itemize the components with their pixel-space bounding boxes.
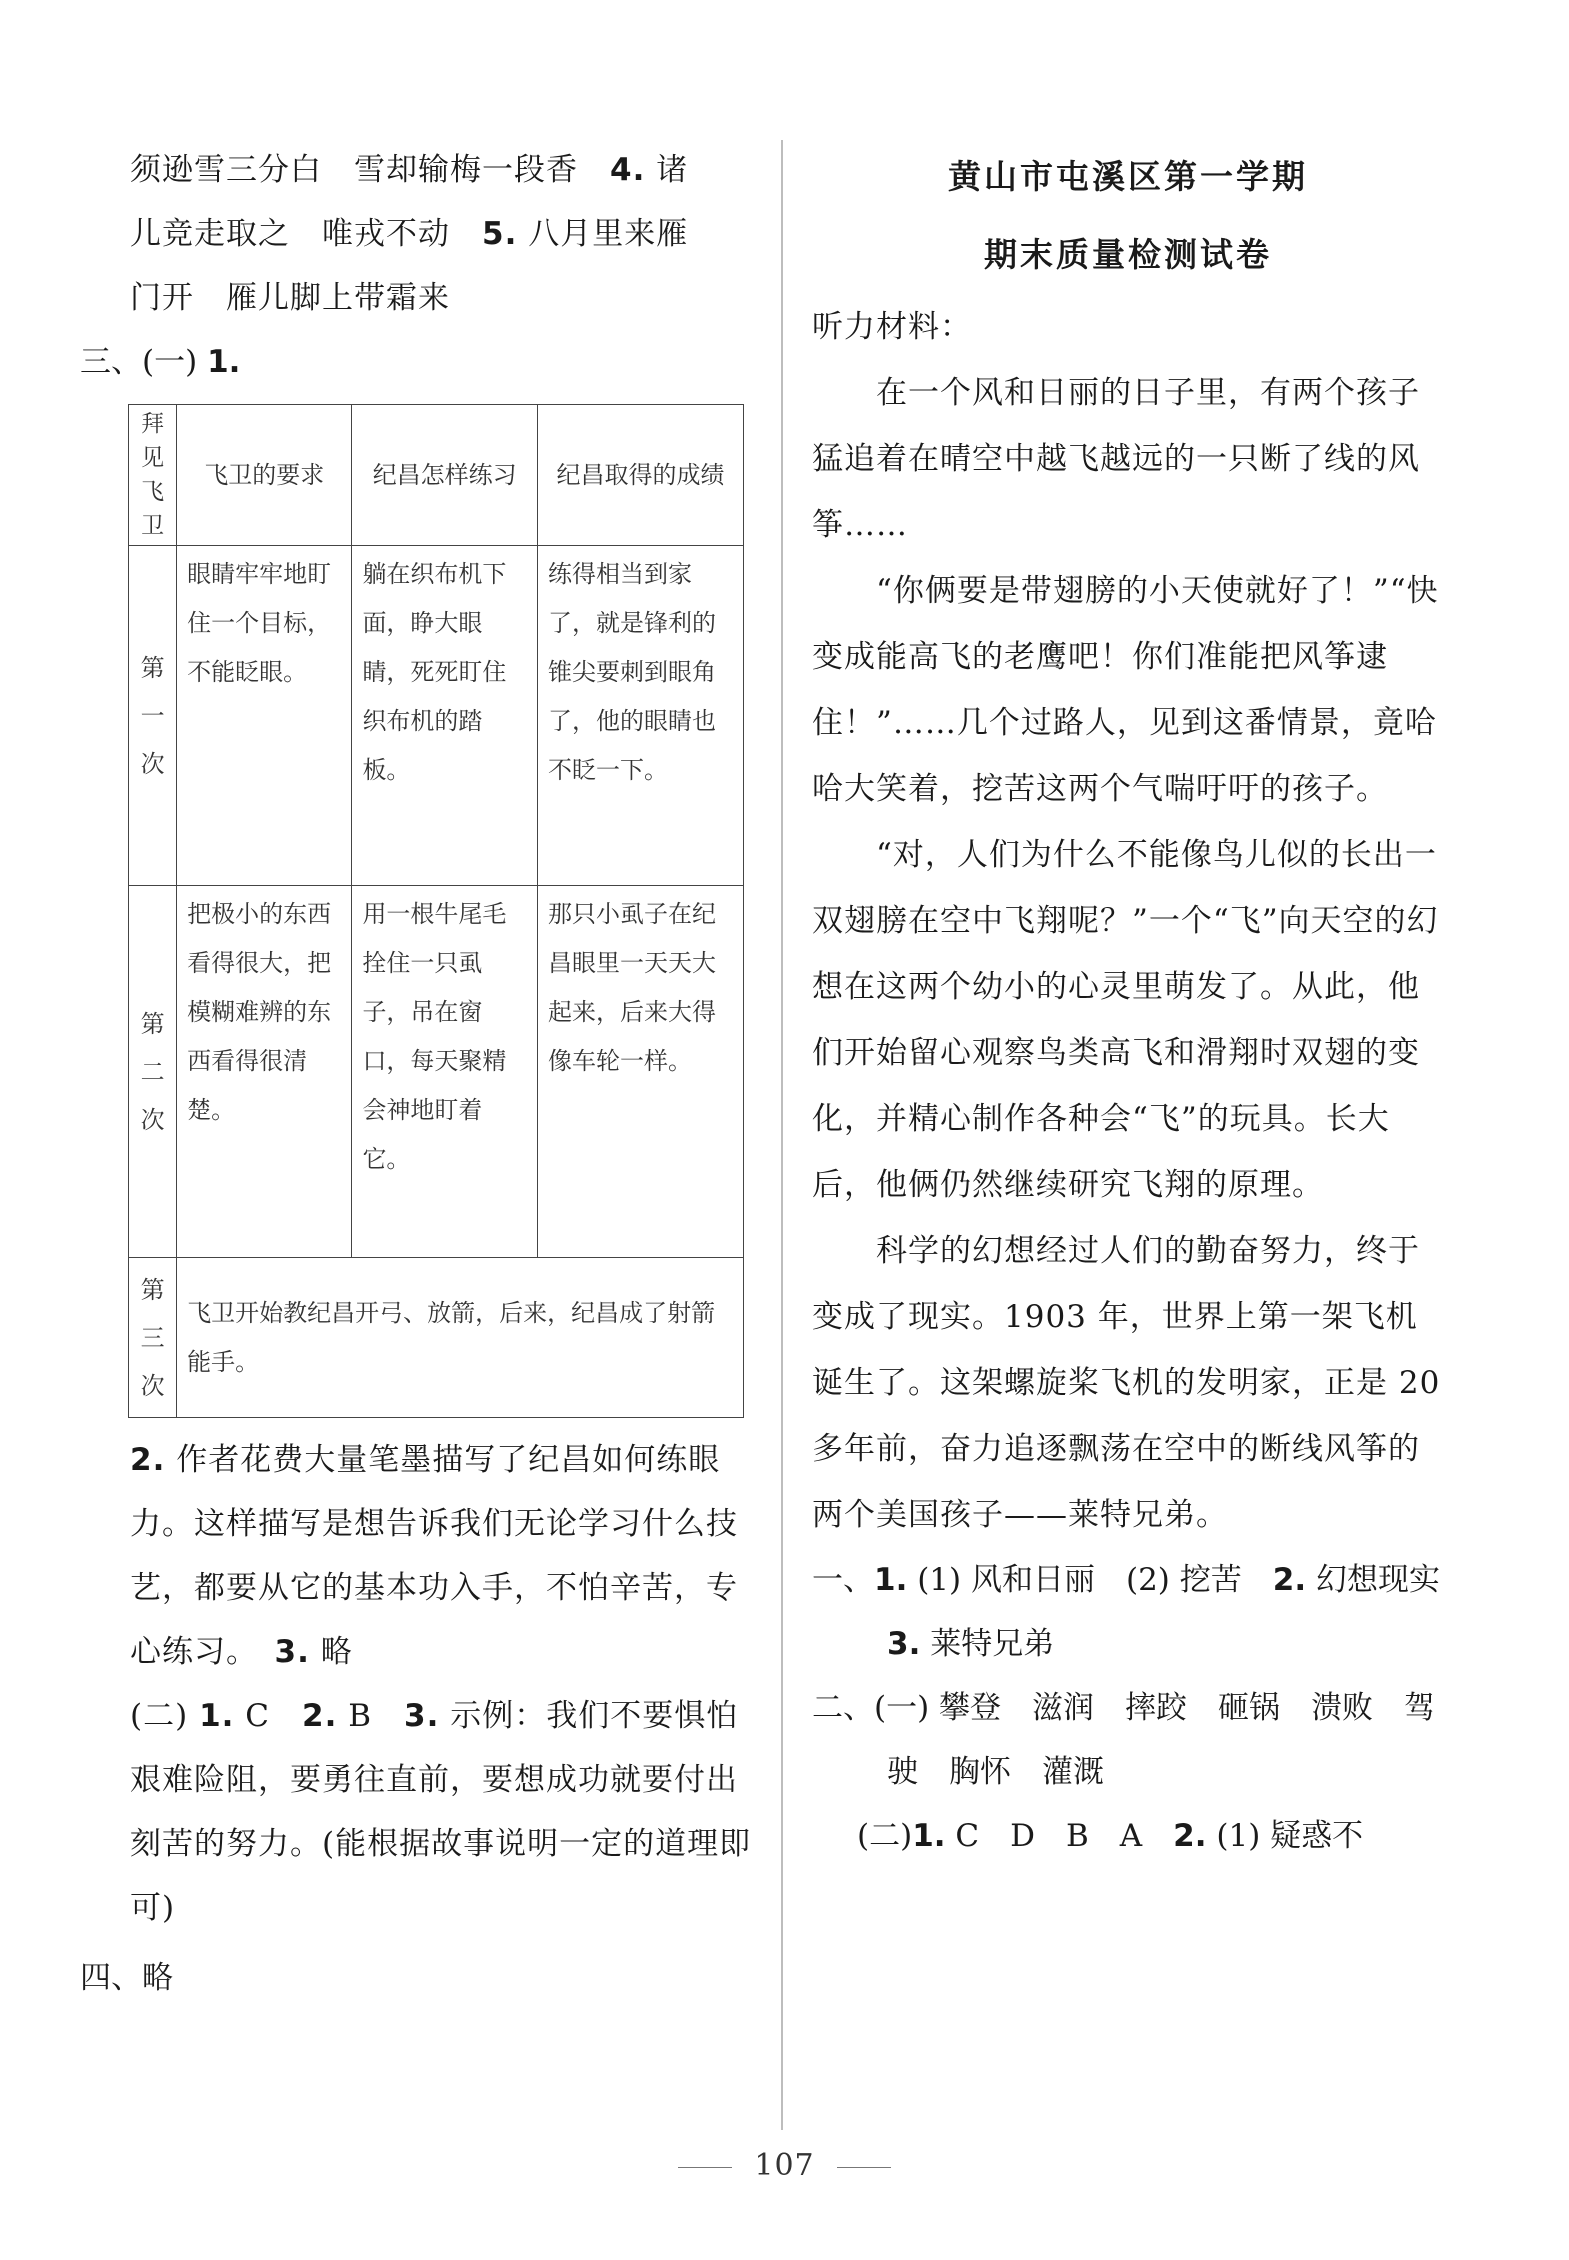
column-divider	[781, 140, 783, 2130]
intro-text-1: 须逊雪三分白 雪却输梅一段香	[130, 152, 610, 188]
answer-section-1	[812, 1548, 1471, 1676]
part-2-q3-text: 示例：我们不要惧怕艰难险阻，要勇往直前，要想成功就要付出刻苦的努力。(能根据故事说明一定的道理即可)	[130, 1698, 752, 1926]
answer-part-2-q2-text: (1) 疑惑不	[1206, 1818, 1364, 1854]
answer-1-q3-number: 3.	[887, 1626, 921, 1662]
q2-answer	[130, 1428, 760, 1684]
table-header-requirement: 飞卫的要求	[177, 405, 352, 546]
listening-label: 听力材料：	[812, 309, 972, 345]
intro-text-4: 八月里来雁	[517, 216, 689, 252]
table-cell: 眼睛牢牢地盯住一个目标，不能眨眼。	[177, 546, 352, 886]
answer-section-2-part-2	[812, 1804, 1444, 1868]
section-3-heading	[80, 330, 760, 394]
answer-part-2-label: (二)	[857, 1818, 913, 1854]
table-row	[129, 1258, 744, 1418]
answer-section-1-label: 一、	[812, 1562, 874, 1598]
part-2-q1-number: 1.	[199, 1698, 235, 1734]
answer-1-q2-text: 幻想现实	[1306, 1562, 1471, 1598]
answer-part-2-q1-number: 1.	[912, 1818, 946, 1854]
part-2-label: (二)	[130, 1698, 189, 1734]
q3-number: 3.	[274, 1634, 310, 1670]
section-4: 四、略	[80, 1960, 173, 1996]
answer-1-q3-text: 莱特兄弟	[920, 1626, 1055, 1662]
listening-paragraph-2: “你俩要是带翅膀的小天使就好了！”“快变成能高飞的老鹰吧！你们准能把风筝逮住！”……几个过路人，见到这番情景，竟哈哈大笑着，挖苦这两个气喘吁吁的孩子。	[812, 573, 1439, 807]
part-2-q2-number: 2.	[302, 1698, 338, 1734]
intro-text-2: 诸	[645, 152, 689, 188]
listening-paragraph-3: “对，人们为什么不能像鸟儿似的长出一双翅膀在空中飞翔呢？”一个“飞”向天空的幻想在这两个幼小的心灵里萌发了。从此，他们开始留心观察鸟类高飞和滑翔时双翅的变化，并精心制作各种会“飞”的玩具。长大后，他俩仍然继续研究飞翔的原理。	[812, 837, 1439, 1203]
q4-number: 4.	[610, 152, 646, 188]
page-number-footer	[0, 2148, 1569, 2183]
footer-dash-left	[678, 2167, 732, 2168]
answer-1-q2-number: 2.	[1272, 1562, 1307, 1598]
table-row	[129, 886, 744, 1258]
section-3-label: 三、(一)	[80, 344, 198, 380]
q2-text: 作者花费大量笔墨描写了纪昌如何练眼力。这样描写是想告诉我们无论学习什么技艺，都要从它的基本功入手，不怕辛苦，专心练习。	[130, 1442, 738, 1670]
answer-part-2-q2-number: 2.	[1173, 1818, 1207, 1854]
table-merged-cell: 飞卫开始教纪昌开弓、放箭，后来，纪昌成了射箭能手。	[177, 1258, 744, 1418]
answer-1-q1-number: 1.	[874, 1562, 908, 1598]
q5-number: 5.	[482, 216, 518, 252]
q3-text: 略	[309, 1634, 353, 1670]
listening-paragraph-1: 在一个风和日丽的日子里，有两个孩子猛追着在晴空中越飞越远的一只断了线的风筝……	[812, 375, 1420, 543]
exam-title-line-1: 黄山市屯溪区第一学期	[948, 157, 1308, 196]
intro-text-3: 儿竞走取之 唯戎不动	[130, 216, 482, 252]
answer-section-2-text: 攀登 滋润 摔跤 砸锅 溃败 驾驶 胸怀 灌溉	[887, 1690, 1436, 1790]
table-row-label: 第三次	[129, 1258, 177, 1418]
section-3-q1-number: 1.	[207, 344, 241, 380]
right-column	[812, 138, 1471, 1868]
table-cell: 那只小虱子在纪昌眼里一天天大起来，后来大得像车轮一样。	[537, 886, 743, 1258]
footer-dash-right	[837, 2167, 891, 2168]
table-cell: 把极小的东西看得很大，把模糊难辨的东西看得很清楚。	[177, 886, 352, 1258]
table-cell: 躺在织布机下面，睁大眼睛，死死盯住织布机的踏板。	[352, 546, 538, 886]
answer-1-q1-text: (1) 风和日丽 (2) 挖苦	[907, 1562, 1273, 1598]
table-corner-header: 拜见飞卫	[129, 405, 177, 546]
table-header-result: 纪昌取得的成绩	[537, 405, 743, 546]
listening-paragraph-4: 科学的幻想经过人们的勤奋努力，终于变成了现实。1903 年，世界上第一架飞机诞生了。这架螺旋桨飞机的发明家，正是 20 多年前，奋力追逐飘荡在空中的断线风筝的两个美国孩子——莱特兄弟。	[812, 1233, 1441, 1533]
left-column	[80, 138, 760, 2010]
answer-section-2	[812, 1676, 1444, 1804]
table-cell: 练得相当到家了，就是锋利的锥尖要刺到眼角了，他的眼睛也不眨一下。	[537, 546, 743, 886]
page-number: 107	[754, 2148, 815, 2183]
table-header-row	[129, 405, 744, 546]
table-row-label: 第二次	[129, 886, 177, 1258]
table-header-practice: 纪昌怎样练习	[352, 405, 538, 546]
exam-title-line-2: 期末质量检测试卷	[984, 235, 1272, 274]
intro-text-5: 门开 雁儿脚上带霜来	[130, 280, 450, 316]
part-2-q1-text: C	[234, 1698, 302, 1734]
answer-section-2-label: 二、(一)	[812, 1690, 930, 1726]
part-2-answer	[130, 1684, 760, 1940]
part-2-q3-number: 3.	[404, 1698, 440, 1734]
part-2-q2-text: B	[337, 1698, 404, 1734]
table-row-label: 第一次	[129, 546, 177, 886]
q2-number: 2.	[130, 1442, 166, 1478]
answer-part-2-q1-text: C D B A	[945, 1818, 1174, 1854]
table-row	[129, 546, 744, 886]
story-table	[128, 404, 744, 1418]
intro-answer	[130, 138, 760, 330]
table-cell: 用一根牛尾毛拴住一只虱子，吊在窗口，每天聚精会神地盯着它。	[352, 886, 538, 1258]
